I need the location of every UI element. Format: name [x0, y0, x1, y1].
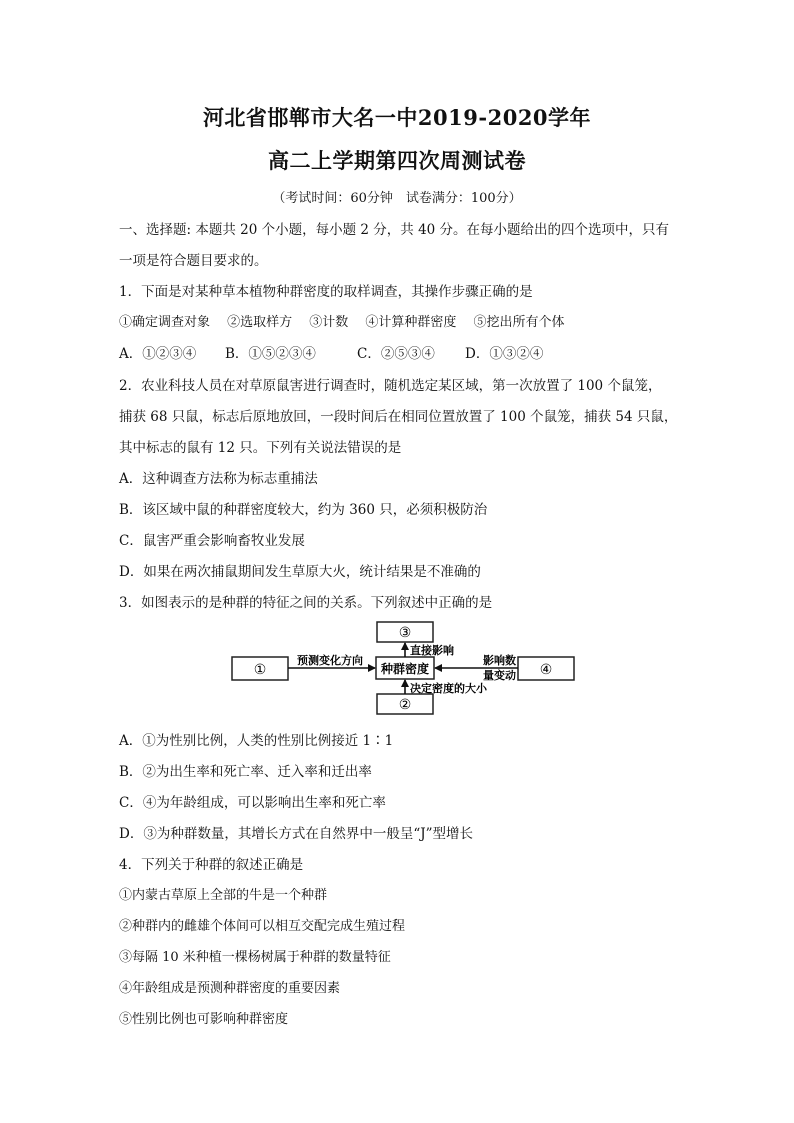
q3-option-c[interactable]: C．④为年龄组成，可以影响出生率和死亡率 [119, 795, 386, 811]
q4-item-3: ③每隔 10 米种植一棵杨树属于种群的数量特征 [119, 950, 391, 965]
diagram-label-top: 直接影响 [410, 644, 454, 657]
q1-option-a[interactable]: A．①②③④ [119, 346, 197, 362]
section-intro-line1: 一、选择题: 本题共 20 个小题，每小题 2 分，共 40 分。在每小题给出的四个选项中，只有 [119, 222, 670, 238]
q1-stem: 1．下面是对某种草本植物种群密度的取样调查，其操作步骤正确的是 [119, 284, 533, 300]
diagram-center-label: 种群密度 [380, 662, 430, 676]
section-intro-line2: 一项是符合题目要求的。 [119, 253, 268, 269]
q4-item-2: ②种群内的雌雄个体间可以相互交配完成生殖过程 [119, 919, 406, 934]
q1-option-d[interactable]: D．①③②④ [465, 346, 544, 362]
diagram-label-left: 预测变化方向 [297, 654, 363, 667]
q1-steps: ①确定调查对象 ②选取样方 ③计数 ④计算种群密度 ⑤挖出所有个体 [119, 315, 565, 330]
q2-option-c[interactable]: C．鼠害严重会影响畜牧业发展 [119, 533, 305, 549]
q2-stem-line3: 其中标志的鼠有 12 只。下列有关说法错误的是 [119, 440, 402, 456]
q3-option-a[interactable]: A．①为性别比例，人类的性别比例接近 1∶1 [119, 733, 394, 749]
q4-item-4: ④年龄组成是预测种群密度的重要因素 [119, 981, 341, 996]
q3-stem: 3．如图表示的是种群的特征之间的关系。下列叙述中正确的是 [119, 595, 493, 611]
q2-option-d[interactable]: D．如果在两次捕鼠期间发生草原大火，统计结果是不准确的 [119, 564, 481, 580]
exam-info: （考试时间：60分钟 试卷满分：100分） [272, 191, 522, 206]
diagram-label-right-1: 影响数 [483, 654, 516, 667]
q4-item-1: ①内蒙古草原上全部的牛是一个种群 [119, 888, 328, 903]
q2-option-a[interactable]: A．这种调查方法称为标志重捕法 [119, 471, 318, 487]
q4-stem: 4．下列关于种群的叙述正确是 [119, 857, 304, 873]
q3-option-b[interactable]: B．②为出生率和死亡率、迁入率和迁出率 [119, 764, 372, 780]
diagram-box-3-label: ③ [398, 625, 412, 641]
diagram-box-4-label: ④ [539, 662, 553, 678]
q4-item-5: ⑤性别比例也可影响种群密度 [119, 1012, 289, 1027]
page-title-line2: 高二上学期第四次周测试卷 [268, 148, 526, 173]
q2-option-b[interactable]: B．该区域中鼠的种群密度较大，约为 360 只，必须积极防治 [119, 502, 488, 518]
q1-option-b[interactable]: B．①⑤②③④ [225, 346, 316, 362]
q2-stem-line1: 2．农业科技人员在对草原鼠害进行调查时，随机选定某区域，第一次放置了 100 个鼠笼， [119, 378, 662, 394]
diagram-box-2-label: ② [398, 697, 412, 713]
diagram-box-1-label: ① [253, 662, 267, 678]
q1-option-c[interactable]: C．②⑤③④ [357, 346, 435, 362]
q2-stem-line2: 捕获 68 只鼠，标志后原地放回，一段时间后在相同位置放置了 100 个鼠笼，捕获 54 只鼠， [119, 409, 678, 425]
diagram-label-bottom: 决定密度的大小 [410, 682, 487, 695]
page-title-line1: 河北省邯郸市大名一中2019-2020学年 [202, 105, 592, 130]
diagram-label-right-2: 量变动 [483, 669, 516, 682]
q3-option-d[interactable]: D．③为种群数量，其增长方式在自然界中一般呈“J”型增长 [119, 826, 474, 842]
